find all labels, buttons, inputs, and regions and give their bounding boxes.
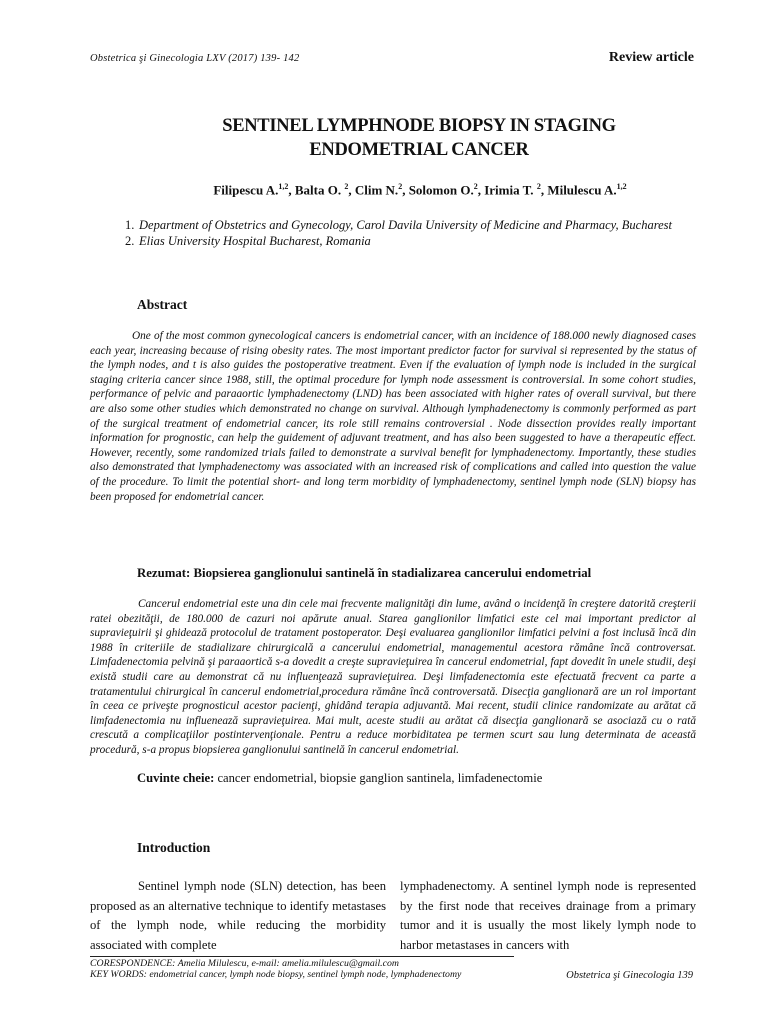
footnote bbox=[90, 958, 461, 981]
author-separator: , bbox=[402, 182, 409, 198]
introduction-column-right: lymphadenectomy. A sentinel lymph node is represented by the first node that receives drainage from a primary tumor and it is usually the most likely lymph node to harbor metastases in cancers with bbox=[400, 879, 696, 952]
affiliation-item bbox=[127, 218, 697, 234]
author-separator: , bbox=[540, 182, 548, 198]
affiliation-text: Elias University Hospital Bucharest, Romania bbox=[139, 233, 371, 248]
correspondence-line: CORESPONDENCE: Amelia Milulescu, e-mail: amelia.milulescu@gmail.com bbox=[90, 958, 399, 969]
affiliation-text: Department of Obstetrics and Gynecology, Carol Davila University of Medicine and Pharmacy, Bucharest bbox=[139, 218, 673, 232]
introduction-column-left: Sentinel lymph node (SLN) detection, has been proposed as an alternative technique to identify metastases of the lymph node, while reducing the morbidity associated with complete bbox=[90, 879, 386, 952]
author-name: Solomon O. bbox=[408, 182, 474, 198]
author-affiliation-sup: 2 bbox=[398, 182, 403, 191]
author-list bbox=[90, 182, 750, 198]
page-footer-journal: Obstetrica şi Ginecologia 139 bbox=[566, 970, 693, 981]
author-name: Milulescu A. bbox=[547, 182, 617, 198]
author-name: Filipescu A. bbox=[213, 182, 279, 198]
abstract-text: One of the most common gynecological cancers is endometrial cancer, with an incidence of 188.000 newly diagnosed cases each year, increasing because of rising obesity rates. The most important predictor factor for survival si represented by the status of the lymph nodes, and t is also guides the postoperative treatment. Even if the evaluation of lymph node is included in the surgical staging criteria cancer since 1988, still, the optimal procedure for lymph node assessment is controversial. In some cohort studies, performance of pelvic and paraaortic lymphadenectomy (LND) has been associated with higher rates of overall survival, but there are also some other studies which demonstrated no change on survival. Although lymphadenectomy is commonly performed as part of the surgical treatment of endometrial cancer, its role still remains controversial . Node dissection provides really important information for prognostic, can help the guidement of adjuvant treatment, and has also been suggested to have a therapeutic effect. However, recently, some randomized trials failed to demonstrate a survival benefit for lymphadenectomy. Importantly, these studies also demonstrated that lymphadenectomy was associated with an increased risk of complications and called into question the value of the procedure. To limit the potential short- and long term morbidity of lymphadenectomy, sentinel lymph node (SLN) biopsy has been proposed for endometrial cancer. bbox=[90, 330, 696, 503]
keywords-ro bbox=[137, 771, 542, 786]
author-name: Clim N. bbox=[354, 182, 399, 198]
keywords-label: Cuvinte cheie: bbox=[137, 771, 215, 785]
introduction-heading: Introduction bbox=[137, 840, 211, 855]
author-affiliation-sup: 1,2 bbox=[278, 182, 289, 191]
author-separator: , bbox=[477, 182, 485, 198]
author-affiliation-sup: 2 bbox=[344, 182, 349, 191]
author-affiliation-sup: 2 bbox=[536, 182, 541, 191]
author-separator: , bbox=[348, 182, 352, 198]
author-affiliation-sup: 1,2 bbox=[616, 182, 627, 191]
affiliation-item bbox=[127, 234, 697, 250]
title-line-2: ENDOMETRIAL CANCER bbox=[309, 140, 529, 160]
affiliation-list bbox=[127, 218, 697, 249]
rezumat-heading: Rezumat: Biopsierea ganglionului santinelă în stadializarea cancerului endometrial bbox=[137, 566, 592, 580]
affiliation-number: 2. bbox=[125, 233, 135, 248]
keywords-line: KEY WORDS: endometrial cancer, lymph node biopsy, sentinel lymph node, lymphadenectomy bbox=[90, 969, 462, 981]
keywords-text: cancer endometrial, biopsie ganglion santinela, limfadenectomie bbox=[214, 771, 543, 785]
footnote-divider bbox=[90, 956, 514, 957]
abstract-heading: Abstract bbox=[137, 297, 188, 312]
article-type: Review article bbox=[608, 50, 694, 65]
author-name: Irimia T. bbox=[484, 182, 537, 198]
author-name: Balta O. bbox=[294, 182, 345, 198]
author-separator: , bbox=[288, 182, 295, 198]
paper-title bbox=[120, 114, 718, 162]
title-line-1: SENTINEL LYMPHNODE BIOPSY IN STAGING bbox=[222, 116, 616, 136]
affiliation-number: 1. bbox=[125, 218, 135, 232]
author-affiliation-sup: 2 bbox=[473, 182, 478, 191]
journal-citation: Obstetrica şi Ginecologia LXV (2017) 139- 142 bbox=[90, 53, 300, 64]
rezumat-text: Cancerul endometrial este una din cele mai frecvente malignităţi din lume, având o incidenţă în creştere datorită creşterii ratei obezităţii, de 180.000 de cazuri noi apărute anual. Starea ganglionilor limfatici este cel mai important predictor al supravieţuirii şi ghidează protocolul de tratament postoperator. Deşi evaluarea ganglionilor limfatici pelvini a fost inclusă încă din 1988 în criteriile de stadializare chirurgicală a cancerului endometrial, managementul acestora rămâne încă controversat. Limfadenectomia pelvină şi paraaortică s-a dovedit a creşte supravieţuirea în cancerul endometrial, fapt dovedit în unele studii, deşi există studii care au demonstrat că nu influenţează supravieţuirea. Deşi limfadenectomia este efectuată frecvent ca parte a tratamentului chirurgical în cancerul endometrial,procedura rămâne încă controversată. Disecţia ganglionară are un rol important în ceea ce priveşte prognosticul acestor pacienţi, ghidând terapia adjuvantă. Mai recent, studii clinice randomizate au arătat că limfadenectomia nu influenează supravieţuirea. Mai mult, aceste studii au arătat că disecţia ganglionară se asociază cu o rată crescută a complicaţiilor postintervenţionale. Pentru a reduce morbiditatea pe termen scurt sau lung determinata de această procedură, s-a propus biopsierea ganglionului santinelă în cancerul endometrial. bbox=[90, 598, 696, 756]
